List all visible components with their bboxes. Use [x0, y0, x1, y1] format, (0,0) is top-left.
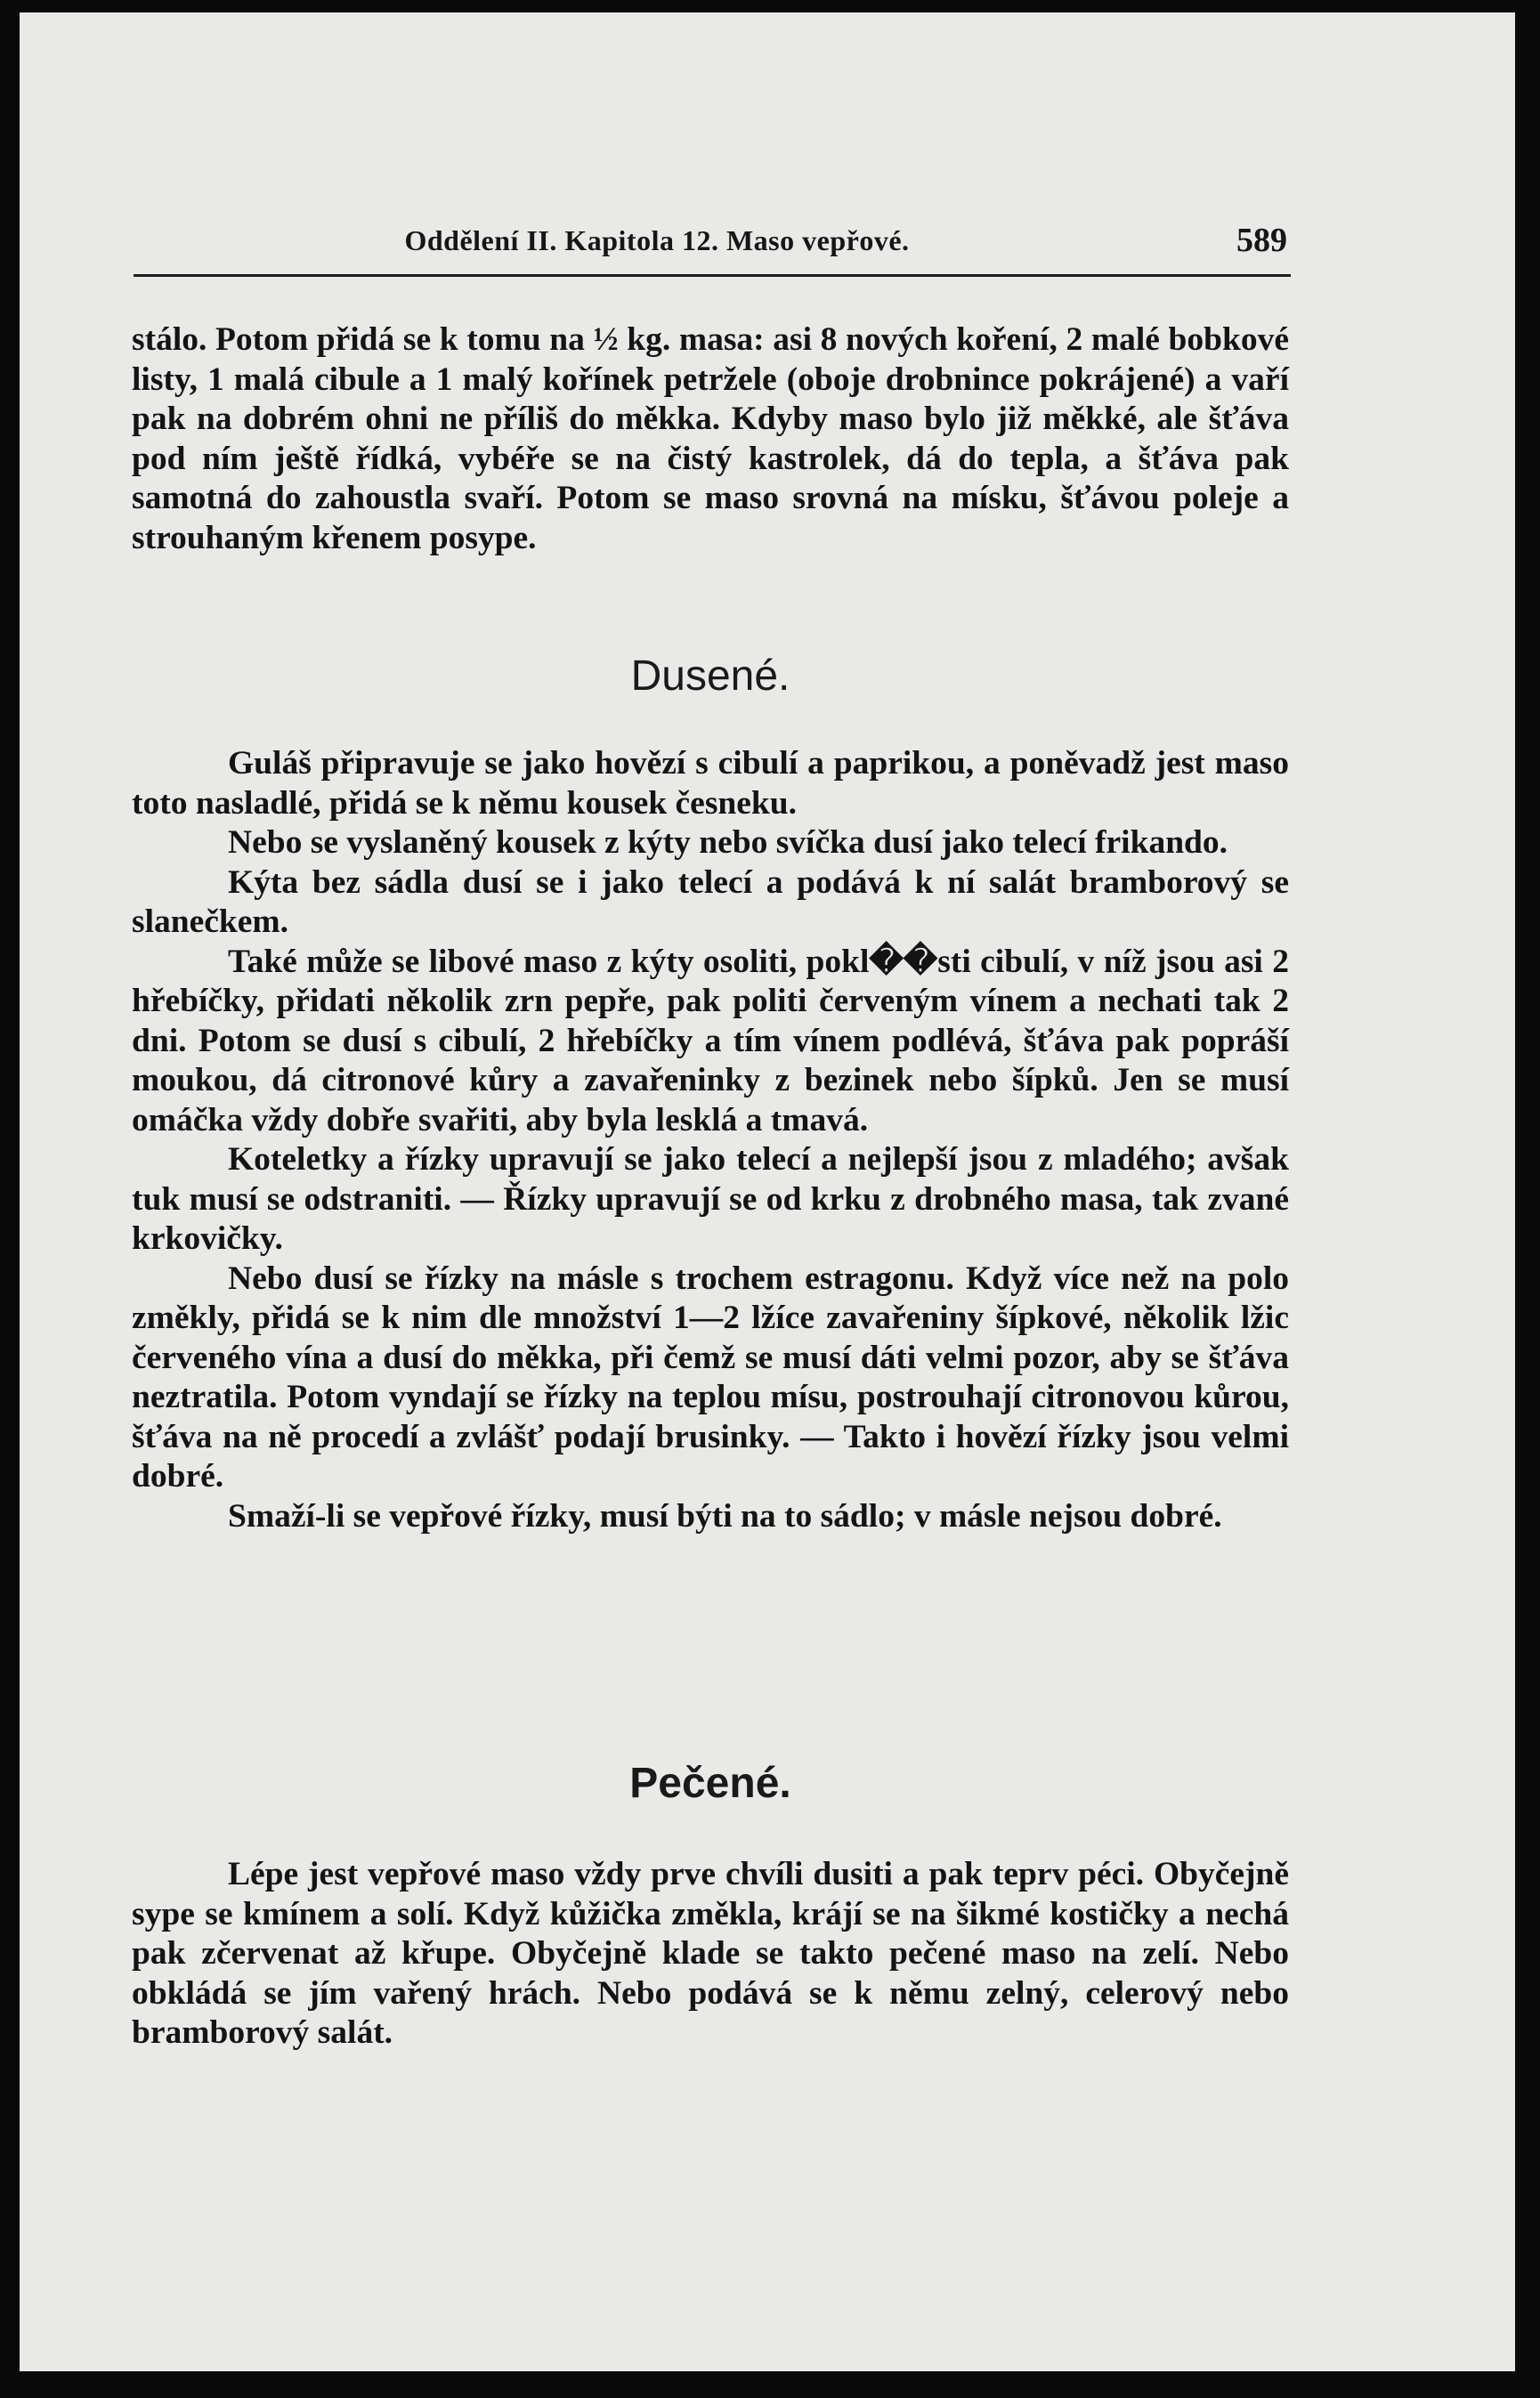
dusene-block	[132, 744, 1289, 1536]
paragraph-libove-maso: Také může se libové maso z kýty osoliti, pokl��sti cibulí, v níž jsou asi 2 hřebíčky, přidati několik zrn pepře, pak politi červeným vínem a nechati tak 2 dni. Potom se dusí s cibulí, 2 hřebíčky a tím vínem podlévá, šťáva pak popráší moukou, dá citronové kůry a zavařeninky z bezinek nebo šípků. Jen se musí omáčka vždy dobře svařiti, aby byla lesklá a tmavá.	[132, 943, 1289, 1138]
running-title: Oddělení II. Kapitola 12. Maso vepřové.	[404, 224, 910, 256]
section-heading-pecene: Pečené.	[629, 1760, 791, 1807]
book-page	[20, 12, 1515, 2371]
section-heading-dusene: Dusené.	[630, 652, 790, 700]
header-rule	[134, 274, 1291, 277]
intro-paragraph: stálo. Potom přidá se k tomu na ½ kg. masa: asi 8 nových koření, 2 malé bobkové listy, 1 malá cibule a 1 malý kořínek petržele (oboje drobnince pokrájené) a vaří pak na dobrém ohni ne příliš do měkka. Kdyby maso bylo již měkké, ale šťáva pod ním ještě řídká, vybéře se na čistý kastrolek, dá do tepla, a šťáva pak samotná do zahoustla svaří. Potom se maso srovná na mísku, šťávou poleje a strouhaným křenem posype.	[132, 321, 1289, 556]
paragraph-rizky-estragon: Nebo dusí se řízky na másle s trochem estragonu. Když více než na polo změkly, přidá se k nim dle množství 1—2 lžíce zavařeniny šípkové, několik lžic červeného vína a dusí do měkka, při čemž se musí dáti velmi pozor, aby se šťáva neztratila. Potom vyndají se řízky na teplou mísu, postrouhají citronovou kůrou, šťáva na ně procedí a zvlášť podají brusinky. — Takto i hovězí řízky jsou velmi dobré.	[132, 1260, 1289, 1495]
paragraph-koteletky: Koteletky a řízky upravují se jako telecí a nejlepší jsou z mladého; avšak tuk musí se odstraniti. — Řízky upravují se od krku z drobného masa, tak zvané krkovičky.	[132, 1141, 1289, 1257]
paragraph-smazene-rizky: Smaží-li se vepřové řízky, musí býti na to sádlo; v másle nejsou dobré.	[228, 1497, 1222, 1535]
paragraph-kyta: Kýta bez sádla dusí se i jako telecí a podává k ní salát bramborový se slanečkem.	[132, 863, 1289, 940]
paragraph-vyslaneny: Nebo se vyslaněný kousek z kýty nebo svíčka dusí jako telecí frikando.	[228, 824, 1228, 861]
paragraph-gulas: Guláš připravuje se jako hovězí s cibulí a paprikou, a poněvadž jest maso toto nasladlé, přidá se k němu kousek česneku.	[132, 745, 1289, 822]
page-number: 589	[1236, 222, 1287, 259]
pecene-block	[132, 1855, 1289, 2054]
intro-block	[132, 320, 1289, 558]
running-header	[134, 215, 1287, 269]
paragraph-pecene: Lépe jest vepřové maso vždy prve chvíli dusiti a pak teprv péci. Obyčejně sype se kmínem a solí. Když kůžička změkla, krájí se na šikmé kostičky a nechá pak zčervenat až křupe. Obyčejně klade se takto pečené maso na zelí. Nebo obkládá se jím vařený hrách. Nebo podává se k němu zelný, celerový nebo bramborový salát.	[132, 1856, 1289, 2051]
